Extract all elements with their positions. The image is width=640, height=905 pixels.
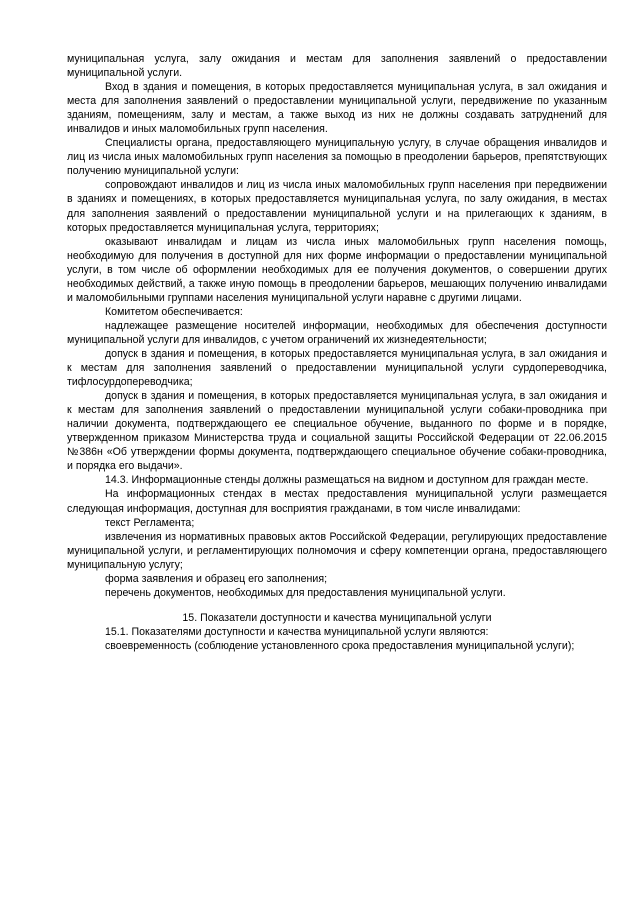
paragraph-timeliness: своевременность (соблюдение установленного срока предоставления муниципальной услуги); <box>105 639 575 652</box>
paragraph-accompany: сопровождают инвалидов и лиц из числа иных маломобильных групп населения при передвижении в зданиях и помещениях, в которых предоставляется муниципальная услуга, по залу ожидания, в местах для заполнения заявлений о предоставлении муниципальной услуги и на прилегающих к зданиям, в которых предоставляется муниципальная услуга, территориях; <box>67 179 607 234</box>
paragraph-committee: Комитетом обеспечивается: <box>105 305 243 318</box>
paragraph-sign-interpreter: допуск в здания и помещения, в которых предоставляется муниципальная услуга, в зал ожидания и к местам для заполнения заявлений о предоставлении муниципальной услуги сурдопереводчика, тифлосурдопереводчика; <box>67 347 607 389</box>
paragraph-indicators: 15.1. Показателями доступности и качества муниципальной услуги являются: <box>105 625 489 638</box>
list-item-regulation-text: текст Регламента; <box>105 516 195 529</box>
paragraph-specialists: Специалисты органа, предоставляющего муниципальную услугу, в случае обращения инвалидов и лиц из числа иных маломобильных групп населения за помощью в преодолении барьеров, препятствующих получению муниципальной услуги: <box>67 137 607 178</box>
paragraph-assistance: оказывают инвалидам и лицам из числа иных маломобильных групп населения помощь, необходимую для получения в доступной для них форме информации о предоставлении муниципальной услуги, в том числе об оформлении необходимых для ее получения документов, о совершении других необходимых действий, а также иную помощь в преодолении барьеров, мешающих получению инвалидами и маломобильными группами населения муниципальной услуги наравне с другими лицами. <box>67 235 607 304</box>
paragraph-info-stands: 14.3. Информационные стенды должны размещаться на видном и доступном для граждан месте. <box>105 474 589 487</box>
document-page <box>67 52 607 653</box>
paragraph-stand-contents: На информационных стендах в местах предоставления муниципальной услуги размещается следующая информация, доступная для восприятия гражданами, в том числе инвалидами: <box>67 488 607 515</box>
paragraph-building-access: Вход в здания и помещения, в которых предоставляется муниципальная услуга, в зал ожидания и места для заполнения заявлений о предоставлении муниципальной услуги, передвижение по указанным зданиям, помещениям, залу и местам, а также выход из них не должны создавать затруднений для инвалидов и иных маломобильных групп населения. <box>67 81 607 136</box>
list-item-application-form: форма заявления и образец его заполнения; <box>105 572 328 585</box>
paragraph-information-carriers: надлежащее размещение носителей информации, необходимых для обеспечения доступности муниципальной услуги для инвалидов, с учетом ограничений их жизнедеятельности; <box>67 319 607 346</box>
list-item-legal-extracts: извлечения из нормативных правовых актов Российской Федерации, регулирующих предоставление муниципальной услуги, и регламентирующих полномочия и сферу компетенции органа, предоставляющего муниципальную услугу; <box>67 530 607 571</box>
paragraph-guide-dog: допуск в здания и помещения, в которых предоставляется муниципальная услуга, в зал ожидания и к местам для заполнения заявлений о предоставлении муниципальной услуги собаки-проводника при наличии документа, подтверждающего ее специальное обучение, выданного по форме и в порядке, утвержденном приказом Министерства труда и социальной защиты Российской Федерации от 22.06.2015 №386н «Об утверждении формы документа, подтверждающего специальное обучение собаки-проводника, и порядка его выдачи». <box>67 390 607 473</box>
section-heading: 15. Показатели доступности и качества муниципальной услуги <box>182 611 492 624</box>
list-item-documents-list: перечень документов, необходимых для предоставления муниципальной услуги. <box>105 586 506 599</box>
paragraph-continuation: муниципальная услуга, залу ожидания и местам для заполнения заявлений о предоставлении муниципальной услуги. <box>67 53 607 80</box>
